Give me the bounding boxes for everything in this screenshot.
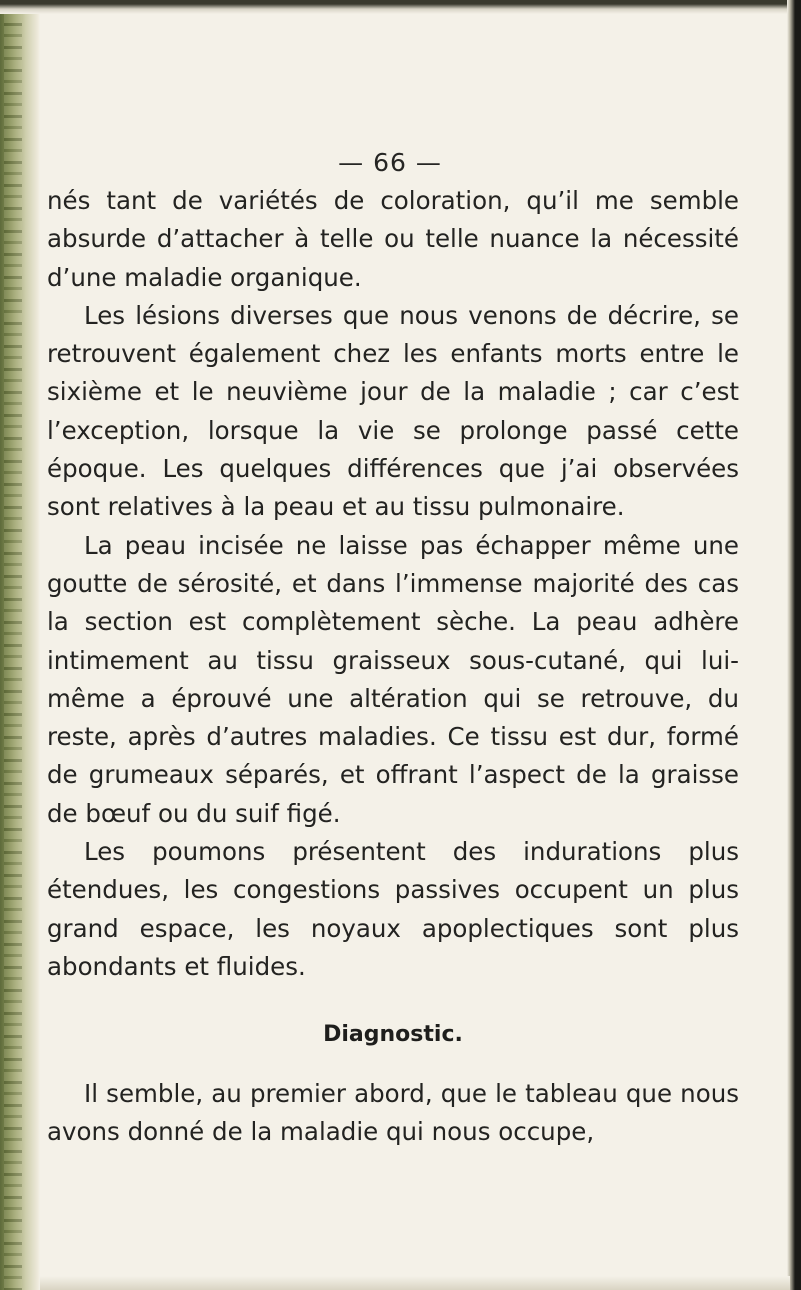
top-page-edge (0, 0, 801, 14)
right-page-edge (787, 0, 801, 1290)
spine-texture (4, 0, 22, 1290)
paragraph-continuation: nés tant de variétés de coloration, qu’il me semble absurde d’attacher à telle ou telle nuance la nécessité d’une maladie organique. (47, 186, 739, 292)
section-heading: Diagnostic. (323, 1022, 463, 1047)
paragraph-peau: La peau incisée ne laisse pas échapper même une goutte de sérosité, et dans l’immense majorité des cas la section est complètement sèche. La peau adhère intimement au tissu graisseux sous-cutané, qui lui-même a éprouvé une altération qui se retrouve, du reste, après d’autres maladies. Ce tissu est dur, formé de grumeaux séparés, et offrant l’aspect de la graisse de bœuf ou du suif figé. (47, 530, 739, 828)
body-text (47, 182, 739, 986)
section-text (47, 1075, 739, 1152)
page-number: — 66 — (338, 148, 442, 177)
paragraph-lesions: Les lésions diverses que nous venons de décrire, se retrouvent également chez les enfants morts entre le sixième et le neuvième jour de la maladie ; car c’est l’exception, lorsque la vie se prolonge passé cette époque. Les quelques différences que j’ai observées sont relatives à la peau et au tissu pulmonaire. (47, 300, 739, 522)
bottom-page-shade (40, 1276, 790, 1290)
paragraph-diagnostic: Il semble, au premier abord, que le tableau que nous avons donné de la maladie qui nous occupe, (47, 1079, 739, 1147)
paragraph-poumons: Les poumons présentent des indurations plus étendues, les congestions passives occupent un plus grand espace, les noyaux apoplectiques sont plus abondants et fluides. (47, 837, 739, 981)
